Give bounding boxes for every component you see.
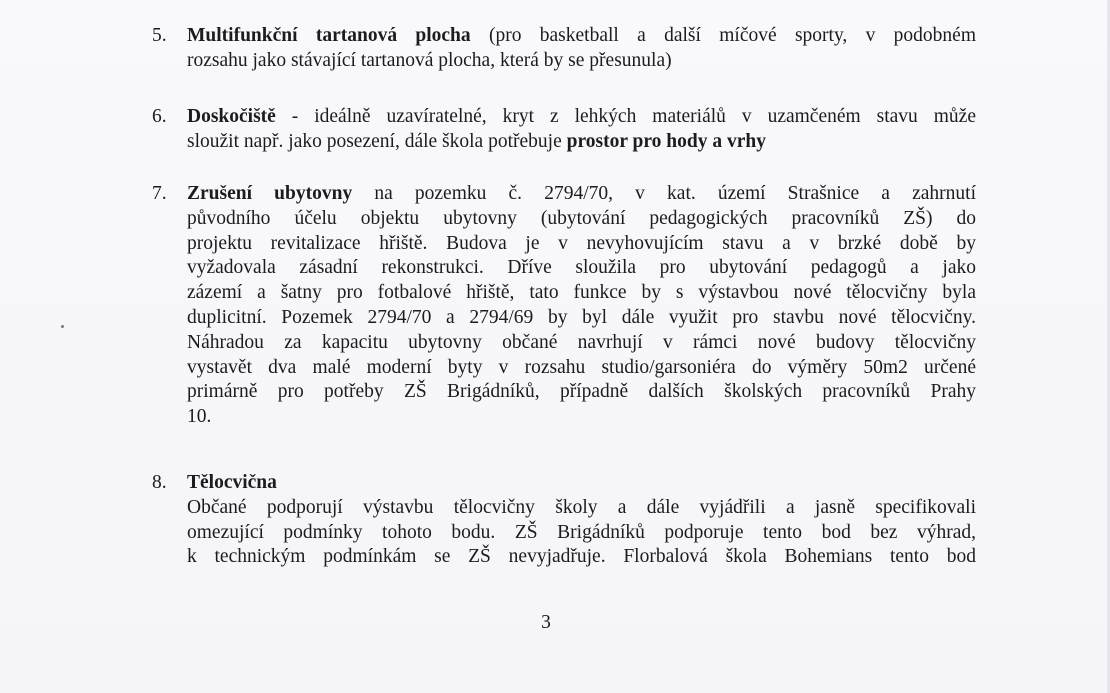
list-item-5: [152, 24, 976, 74]
item-number: 8.: [152, 472, 167, 493]
list-item-6: [152, 105, 976, 155]
item-text: [187, 24, 976, 74]
text-line: Občané podporují výstavbu tělocvičny školy a dále vyjádřili a jasně specifikovali: [187, 496, 976, 518]
list-item-8: [152, 471, 976, 570]
text-line: Doskočiště - ideálně uzavíratelné, kryt z lehkých materiálů v uzamčeném stavu může: [187, 106, 976, 127]
text-line: omezující podmínky tohoto bodu. ZŠ Brigádníků podporuje tento bod bez výhrad,: [187, 521, 976, 543]
text-line: vystavět dva malé moderní byty v rozsahu studio/garsoniéra do výměry 50m2 určené: [187, 356, 976, 378]
text-line: sloužit např. jako posezení, dále škola potřebuje prostor pro hody a vrhy: [187, 130, 766, 152]
text-line: zázemí a šatny pro fotbalové hřiště, tato funkce by s výstavbou nové tělocvičny byla: [187, 282, 976, 304]
text-line: Multifunkční tartanová plocha (pro basketball a další míčové sporty, v podobném: [187, 25, 976, 46]
scan-speck: [61, 325, 64, 328]
text-line: Zrušení ubytovny na pozemku č. 2794/70, v kat. území Strašnice a zahrnutí: [187, 183, 977, 204]
list-item-7: [152, 182, 976, 430]
item-text: [187, 105, 976, 155]
text-line: duplicitní. Pozemek 2794/70 a 2794/69 by byl dále využit pro stavbu nové tělocvičny.: [187, 306, 976, 328]
item-number: 5.: [152, 25, 167, 46]
item-number: 7.: [152, 183, 167, 204]
text-line: k technickým podmínkám se ZŠ nevyjadřuje. Florbalová škola Bohemians tento bod: [187, 546, 976, 568]
text-line: vyžadovala zásadní rekonstrukci. Dříve sloužila pro ubytování pedagogů a jako: [187, 257, 976, 279]
text-line: projektu revitalizace hřiště. Budova je v nevyhovujícím stavu a v brzké době by: [187, 232, 976, 254]
page-number: 3: [541, 612, 551, 633]
item-number: 6.: [152, 106, 167, 127]
item-text: [187, 471, 976, 570]
text-line: Náhradou za kapacitu ubytovny občané navrhují v rámci nové budovy tělocvičny: [187, 331, 976, 353]
text-line: primárně pro potřeby ZŠ Brigádníků, případně dalších školských pracovníků Prahy: [187, 381, 976, 403]
text-line: 10.: [187, 406, 212, 428]
item-text: [187, 182, 976, 430]
text-line: Tělocvična: [187, 472, 277, 493]
text-line: rozsahu jako stávající tartanová plocha, která by se přesunula): [187, 49, 672, 71]
text-line: původního účelu objektu ubytovny (ubytování pedagogických pracovníků ZŠ) do: [187, 207, 976, 229]
